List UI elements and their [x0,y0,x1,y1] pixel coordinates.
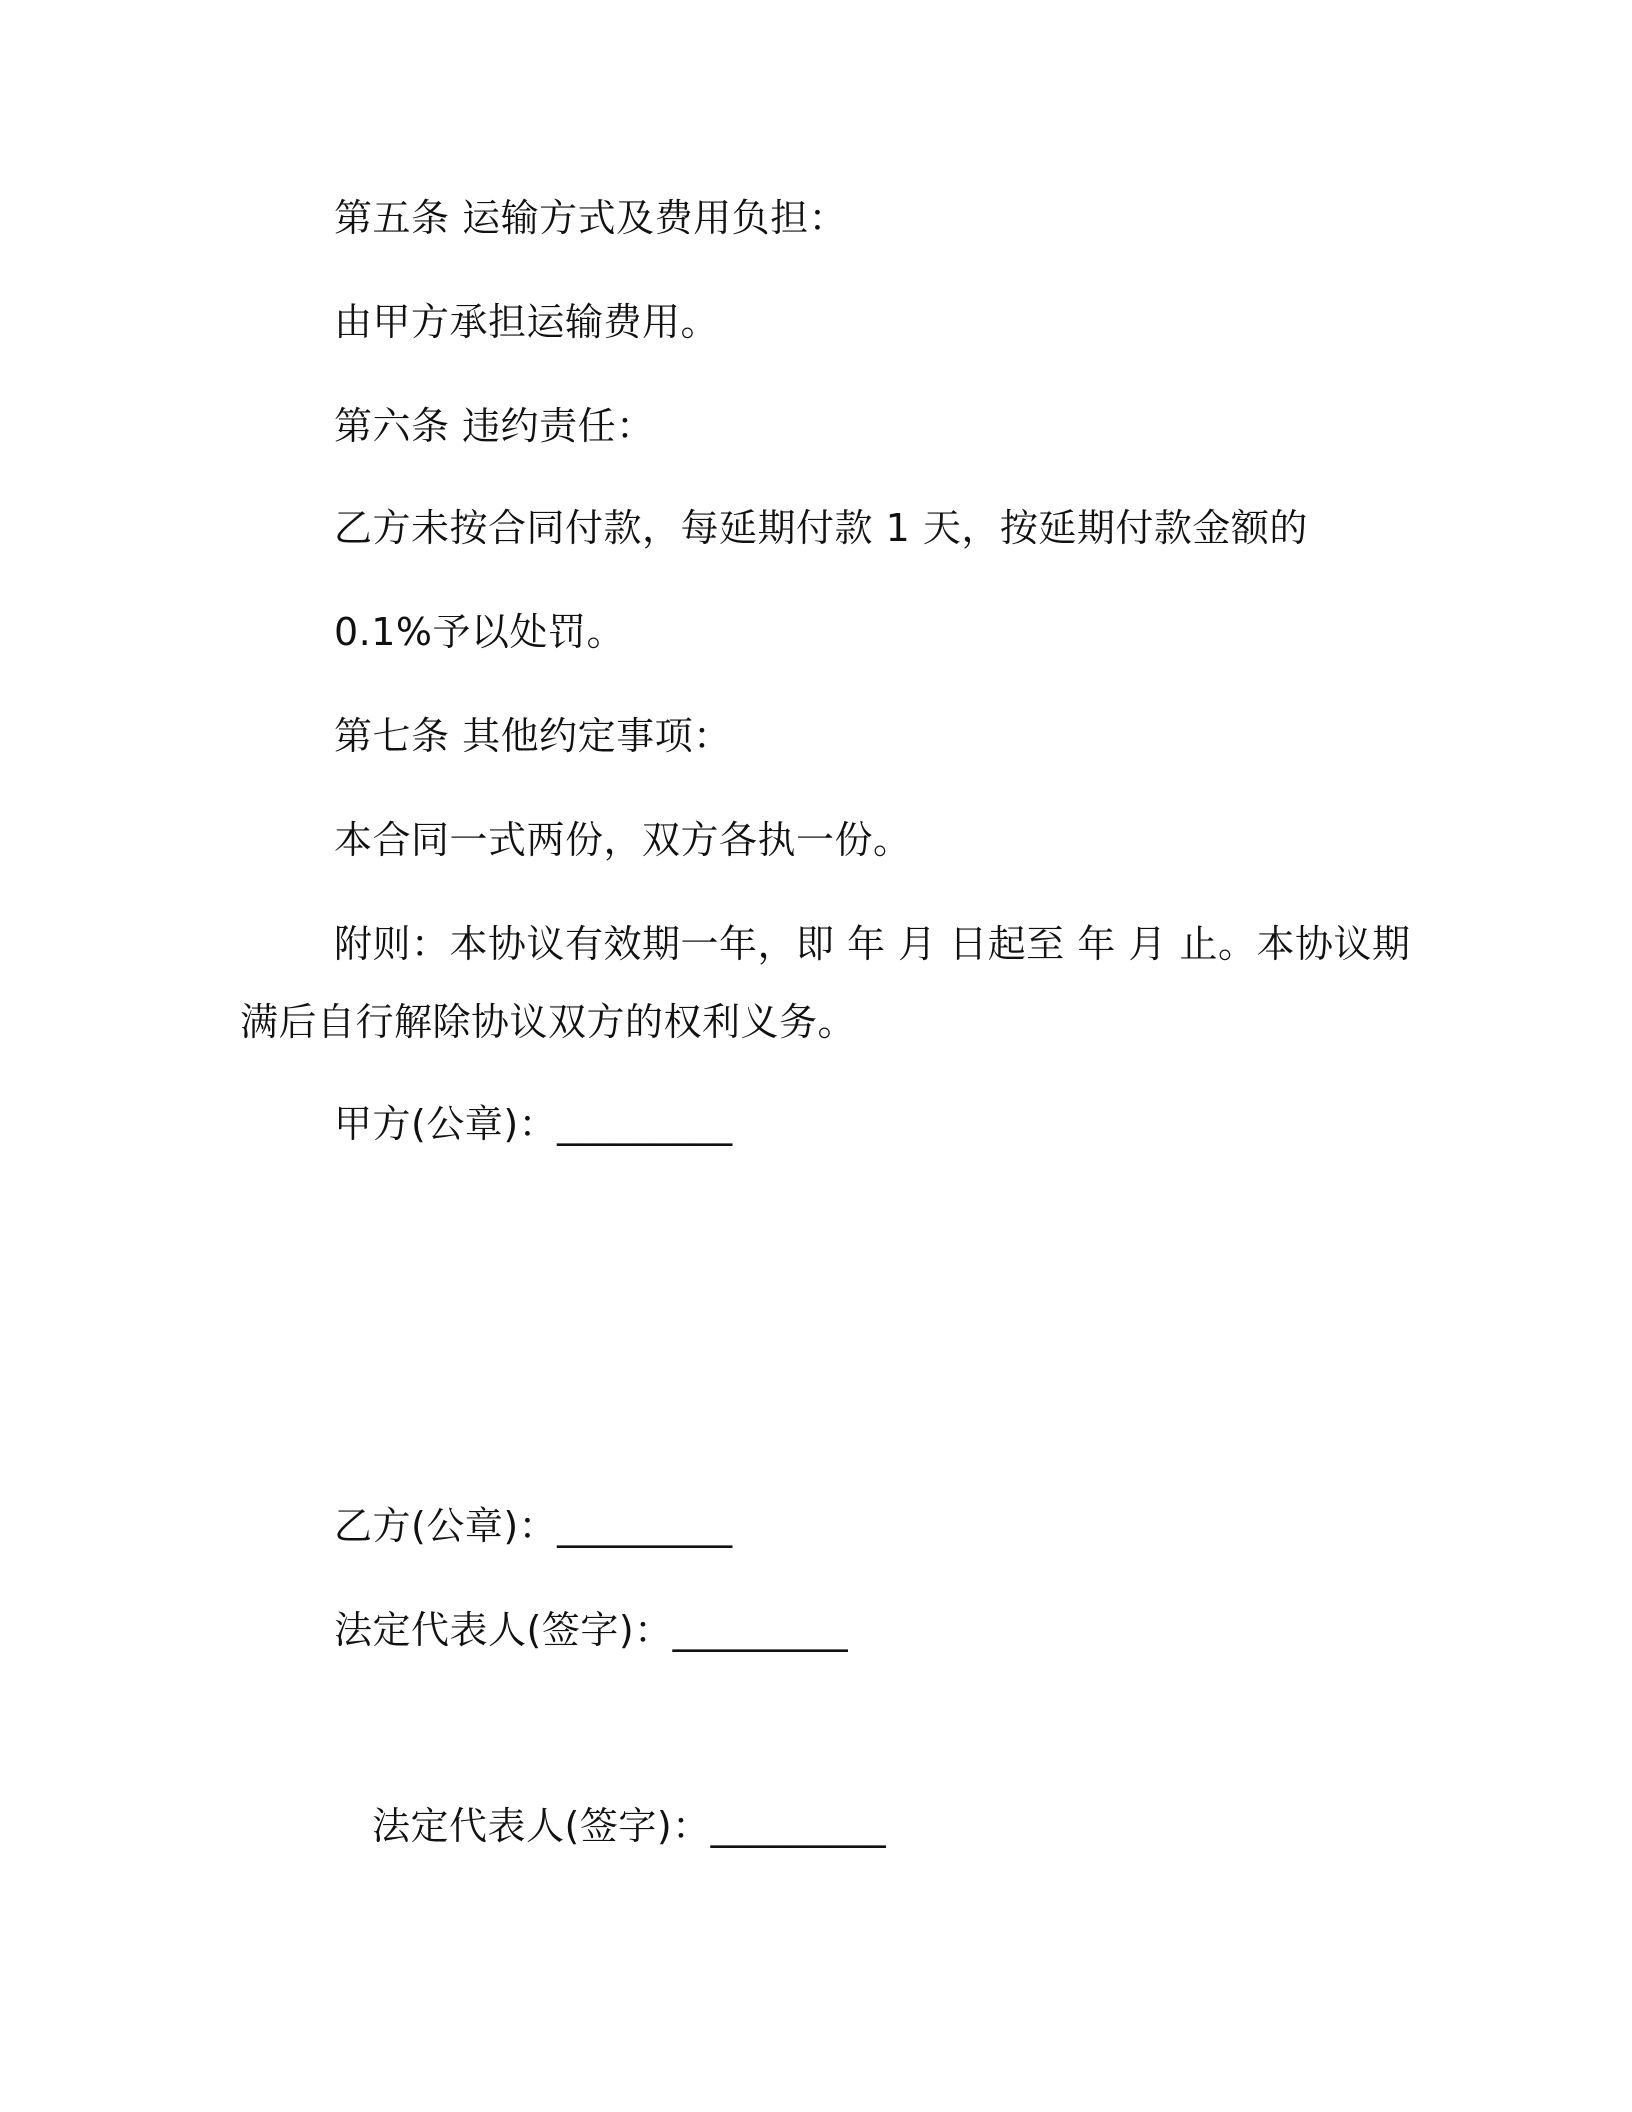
article-5-body: 由甲方承担运输费用。 [334,300,720,344]
article-5-heading: 第五条 运输方式及费用负担： [334,196,848,240]
party-b-seal-line: 乙方(公章)：_________ [334,1504,733,1548]
article-7-heading: 第七条 其他约定事项： [334,714,732,758]
article-6-body-line-2: 0.1%予以处罚。 [334,610,626,654]
article-6-body-line-1: 乙方未按合同付款，每延期付款 1 天，按延期付款金额的 [334,506,1308,550]
legal-representative-signature-line: 法定代表人(签字)：_________ [334,1608,849,1652]
supplementary-clause-line-2: 满后自行解除协议双方的权利义务。 [240,1000,857,1044]
article-6-heading: 第六条 违约责任： [334,404,655,448]
article-7-body: 本合同一式两份，双方各执一份。 [334,818,912,862]
supplementary-clause-line-1: 附则：本协议有效期一年，即 年 月 日起至 年 月 止。本协议期 [334,922,1411,966]
legal-representative-signature-line-2: 法定代表人(签字)：_________ [372,1804,887,1848]
party-a-seal-line: 甲方(公章)：_________ [334,1102,733,1146]
